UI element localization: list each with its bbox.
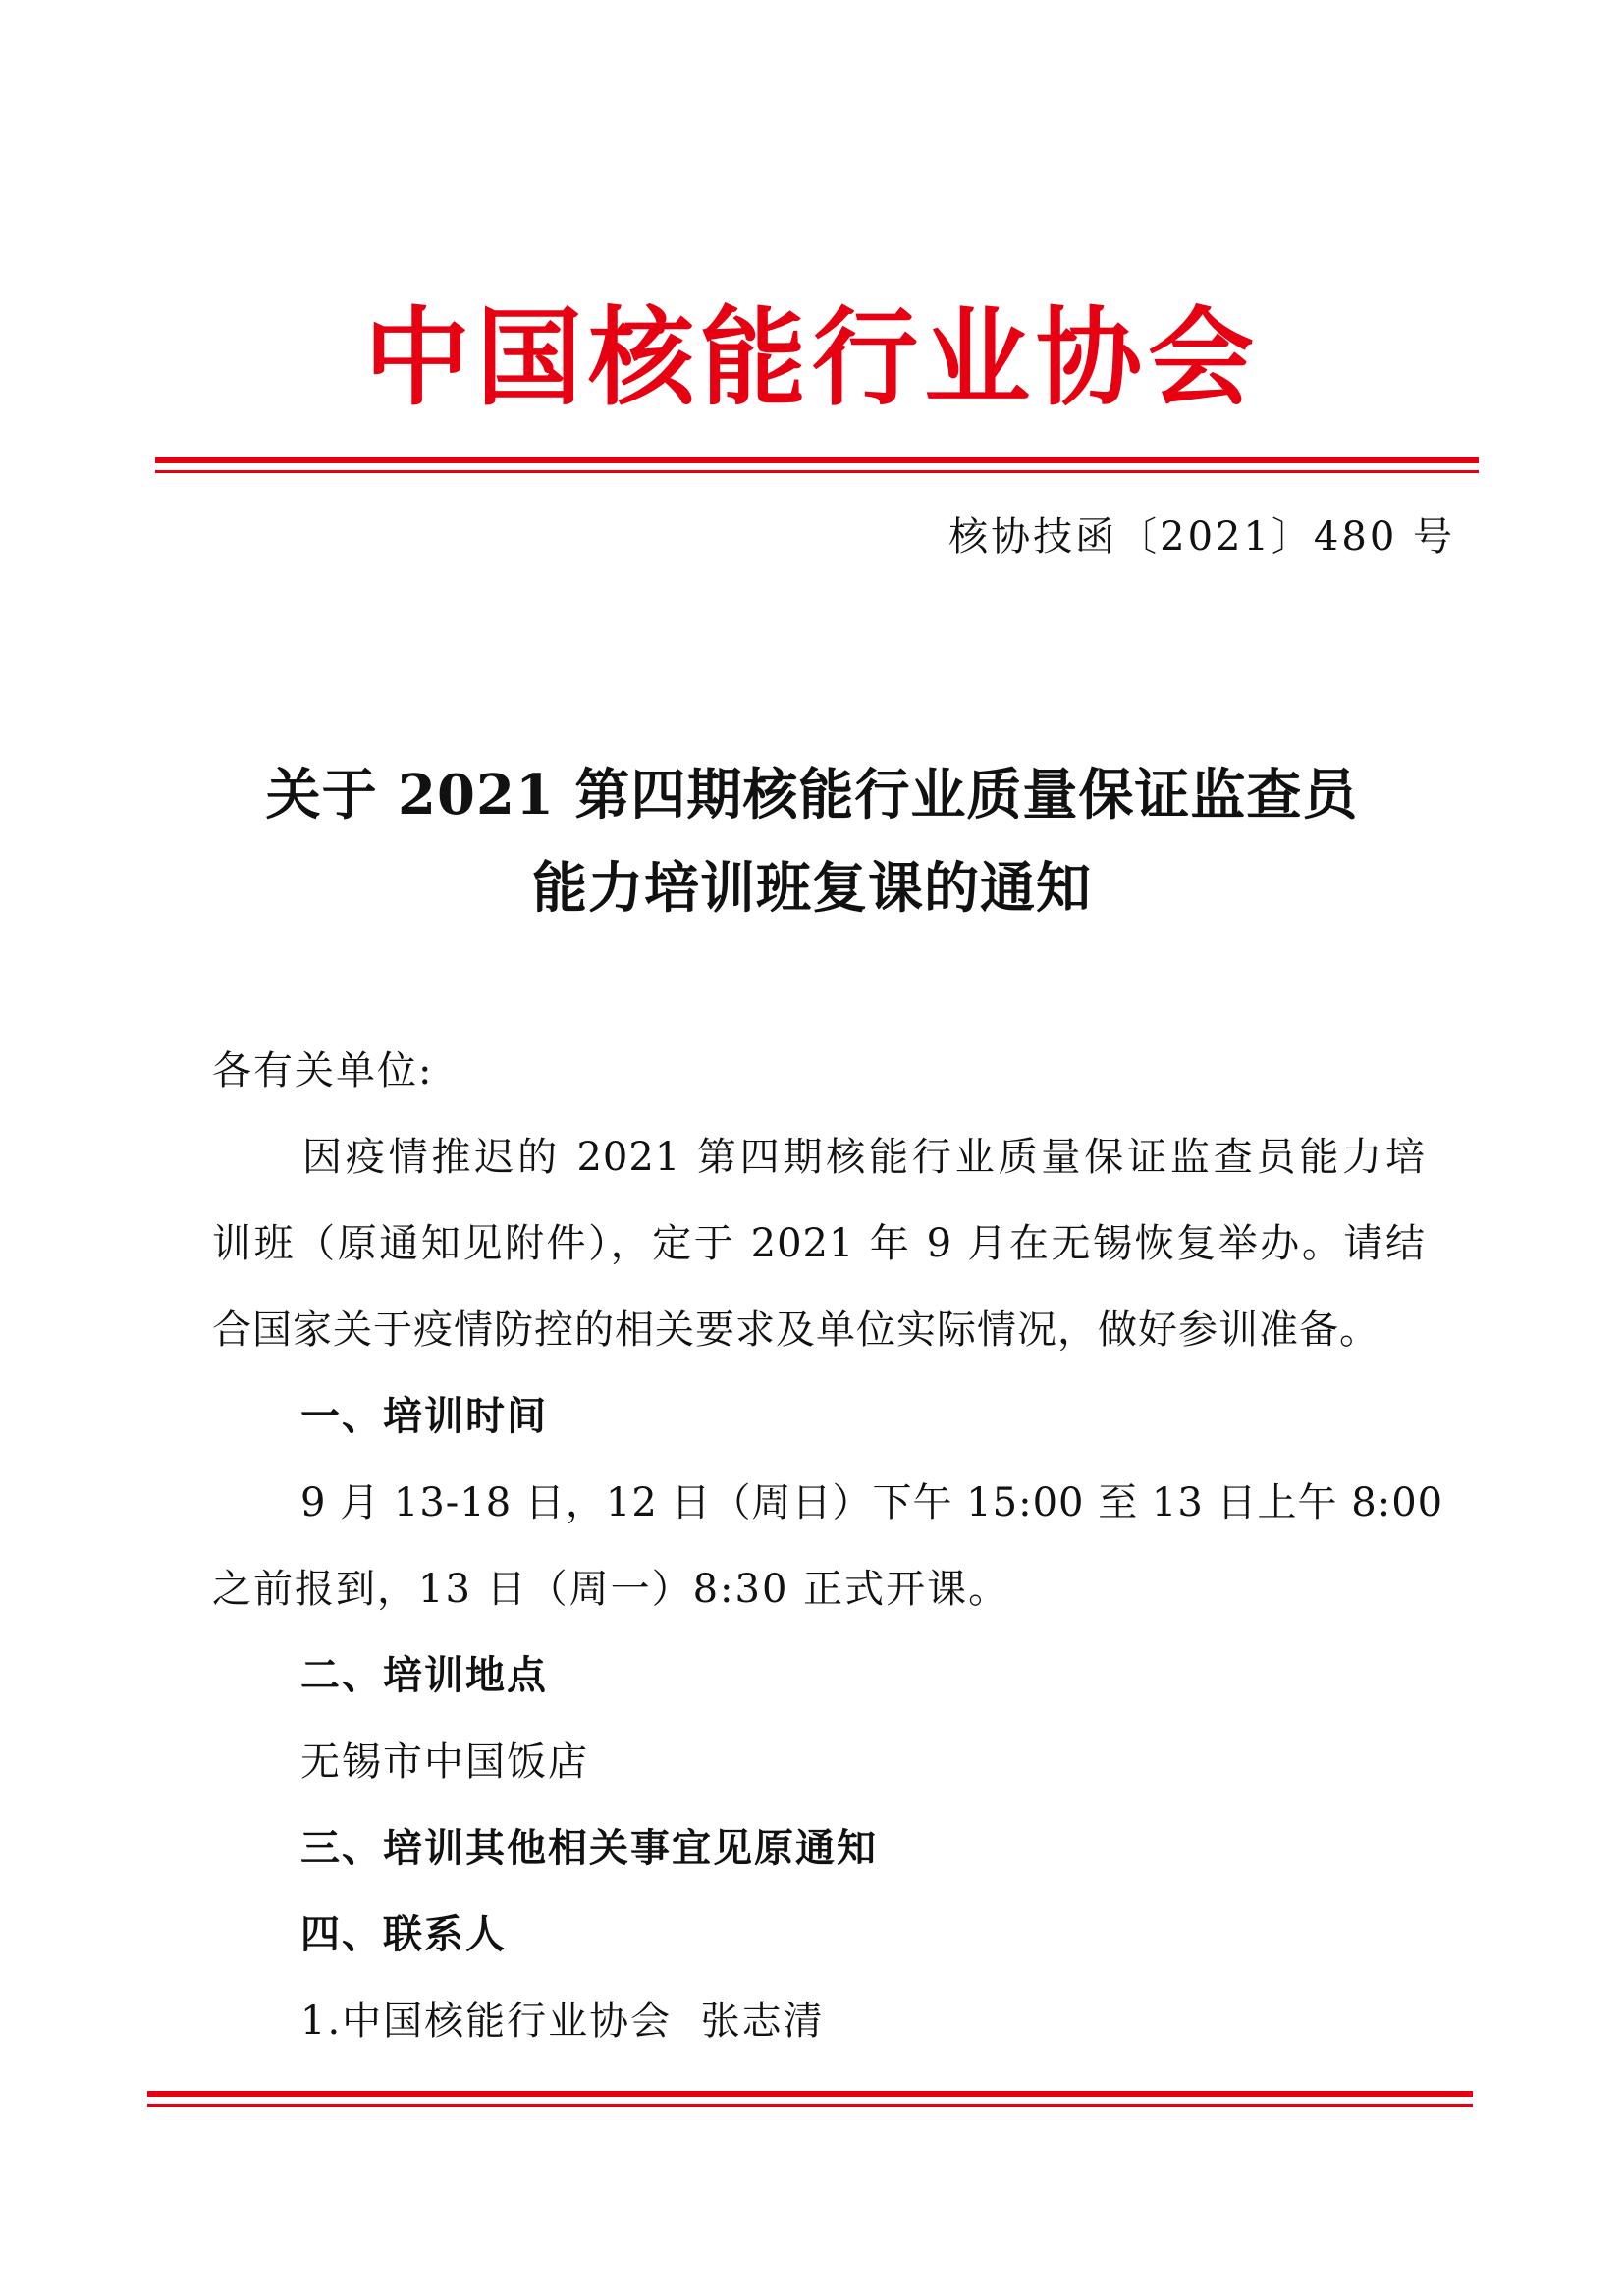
section-heading-time: 一、培训时间 [300,1394,548,1439]
intro-line-3: 合国家关于疫情防控的相关要求及单位实际情况，做好参训准备。 [212,1308,1380,1353]
header-divider-thick [155,457,1479,463]
time-line-2: 之前报到，13 日（周一）8:30 正式开课。 [212,1567,1010,1612]
contact-item-1: 1.中国核能行业协会 张志清 [300,1999,825,2044]
time-line-1: 9 月 13-18 日，12 日（周日）下午 15:00 至 13 日上午 8:00 [300,1480,1444,1525]
section-heading-location: 二、培训地点 [300,1653,548,1698]
section-heading-contact: 四、联系人 [300,1912,507,1957]
document-number: 核协技函〔2021〕480 号 [948,514,1455,560]
intro-line-2: 训班（原通知见附件），定于 2021 年 9 月在无锡恢复举办。请结 [212,1221,1426,1266]
notice-title-line-1: 关于 2021 第四期核能行业质量保证监查员 [265,763,1359,828]
salutation: 各有关单位: [212,1048,434,1094]
section-heading-other: 三、培训其他相关事宜见原通知 [300,1826,878,1871]
org-letterhead-title: 中国核能行业协会 [363,297,1260,420]
intro-line-1: 因疫情推迟的 2021 第四期核能行业质量保证监查员能力培 [302,1135,1426,1180]
notice-title-line-2: 能力培训班复课的通知 [532,856,1092,921]
location-text: 无锡市中国饭店 [300,1739,589,1785]
footer-divider-thin [147,2104,1473,2107]
footer-divider-thick [147,2091,1473,2097]
header-divider-thin [155,470,1479,473]
